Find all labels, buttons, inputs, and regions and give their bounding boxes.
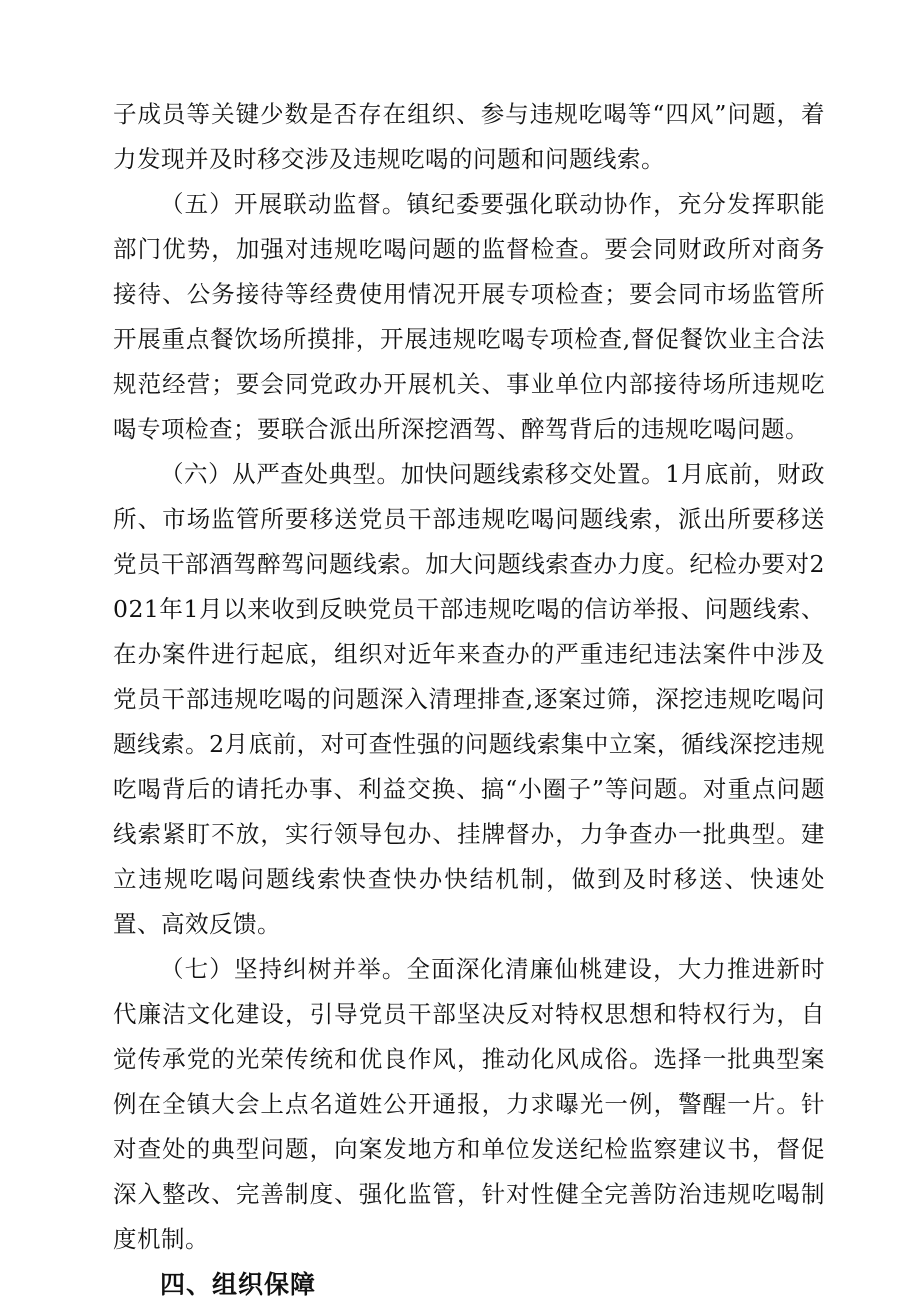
paragraph-strict-investigation: （六）从严查处典型。加快问题线索移交处置。1月底前，财政所、市场监管所要移送党员干部违规吃喝问题线索，派出所要移送党员干部酒驾醉驾问题线索。加大问题线索查办力度。纪检办要对2021年1月以来收到反映党员干部违规吃喝的信访举报、问题线索、在办案件进行起底，组织对近年来查办的严重违纪违法案件中涉及党员干部违规吃喝的问题深入清理排查,逐案过筛，深挖违规吃喝问题线索。2月底前，对可查性强的问题线索集中立案，循线深挖违规吃喝背后的请托办事、利益交换、搞“小圈子”等问题。对重点问题线索紧盯不放，实行领导包办、挂牌督办，力争查办一批典型。建立违规吃喝问题线索快查快办快结机制，做到及时移送、快速处置、高效反馈。: [113, 460, 825, 938]
paragraph-continuation: 子成员等关键少数是否存在组织、参与违规吃喝等“四风”问题，着力发现并及时移交涉及违规吃喝的问题和问题线索。: [113, 100, 825, 173]
paragraph-correction-and-establishment: （七）坚持纠树并举。全面深化清廉仙桃建设，大力推进新时代廉洁文化建设，引导党员干部坚决反对特权思想和特权行为，自觉传承党的光荣传统和优良作风，推动化风成俗。选择一批典型案例在全镇大会上点名道姓公开通报，力求曝光一例，警醒一片。针对查处的典型问题，向案发地方和单位发送纪检监察建议书，督促深入整改、完善制度、强化监管，针对性健全完善防治违规吃喝制度机制。: [113, 955, 825, 1253]
document-body: [113, 92, 825, 1307]
paragraph-joint-supervision: （五）开展联动监督。镇纪委要强化联动协作，充分发挥职能部门优势，加强对违规吃喝问题的监督检查。要会同财政所对商务接待、公务接待等经费使用情况开展专项检查；要会同市场监管所开展重点餐饮场所摸排，开展违规吃喝专项检查,督促餐饮业主合法规范经营；要会同党政办开展机关、事业单位内部接待场所违规吃喝专项检查；要联合派出所深挖酒驾、醉驾背后的违规吃喝问题。: [113, 190, 825, 443]
section-heading-organizational-guarantee: 四、组织保障: [160, 1270, 317, 1299]
